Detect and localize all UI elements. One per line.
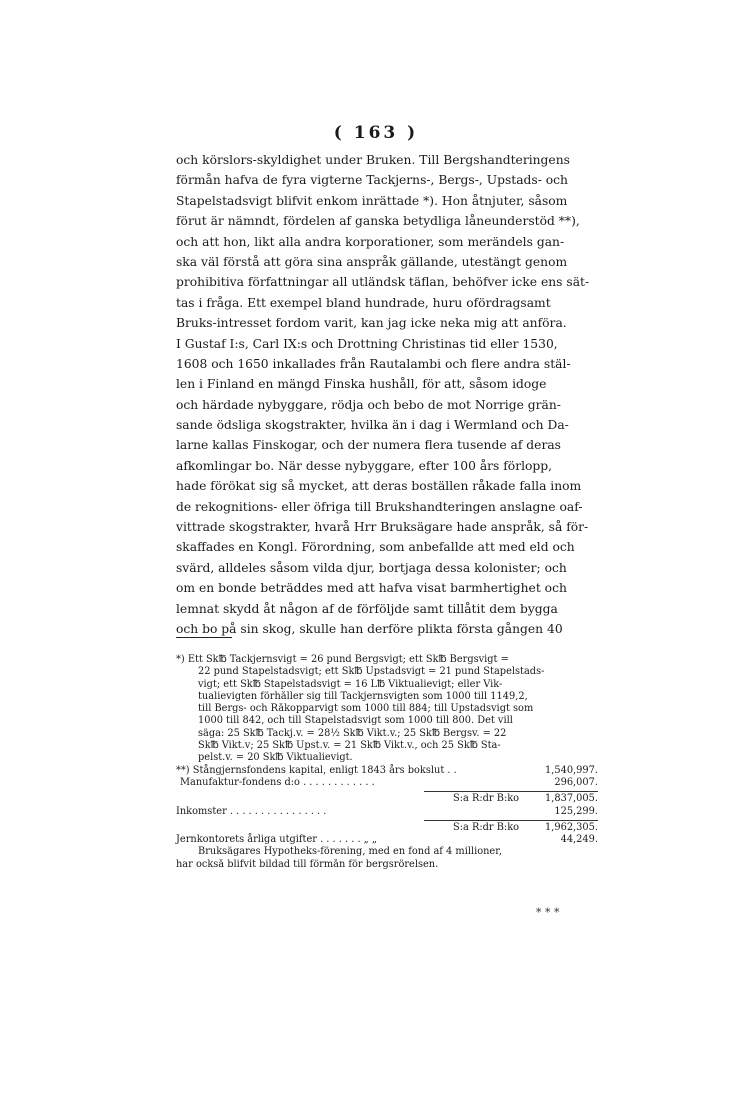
text-line: Bruks-intresset fordom varit, kan jag icke neka mig att anföra.: [176, 316, 567, 331]
footnote-line: vigt; ett Sk℔ Stapelstadsvigt = 16 L℔ Viktualievigt; eller Vik-: [198, 678, 503, 690]
footnote-line: till Bergs- och Råkopparvigt som 1000 till 884; till Upstadsvigt som: [198, 703, 534, 715]
account-amount: 296,007.: [554, 776, 598, 788]
text-line: 1608 och 1650 inkallades från Rautalambi och flere andra stäl-: [176, 356, 571, 371]
footnote-divider: [176, 637, 232, 638]
account-label: Jernkontorets årliga utgifter . . . . . . . „ „: [176, 834, 377, 846]
subtotal-row: [176, 822, 598, 834]
text-line: ska väl förstå att göra sina anspråk gällande, utestängt genom: [176, 254, 568, 269]
account-label: **) Stångjernsfondens kapital, enligt 1843 års bokslut . .: [176, 764, 457, 776]
account-row: [176, 777, 598, 789]
account-row: [176, 765, 598, 777]
text-line: och körslors-skyldighet under Bruken. Till Bergshandteringens: [176, 153, 570, 167]
sum-divider: [424, 820, 598, 821]
text-line: lemnat skydd åt någon af de förföljde samt tillåtit dem bygga: [176, 601, 558, 616]
text-line: vittrade skogstrakter, hvarå Hrr Bruksägare hade anspråk, så för-: [176, 520, 589, 535]
account-row: [176, 806, 598, 818]
text-line: och bo på sin skog, skulle han derföre plikta första gången 40: [176, 621, 563, 636]
text-line: de rekognitions- eller öfriga till Brukshandteringen anslagne oaf-: [176, 499, 583, 514]
text-line: tas i fråga. Ett exempel bland hundrade, huru ofördragsamt: [176, 295, 551, 310]
footnote-line: tualievigten förhåller sig till Tackjernsvigten som 1000 till 1149,2,: [198, 690, 528, 702]
footnote-line: säga: 25 Sk℔ Tackj.v. = 28½ Sk℔ Vikt.v.; 25 Sk℔ Bergsv. = 22: [198, 727, 507, 739]
account-amount: 44,249.: [560, 834, 598, 846]
footnote-line: pelst.v. = 20 Sk℔ Viktualievigt.: [198, 752, 353, 764]
account-row: [176, 834, 598, 846]
text-line: skaffades en Kongl. Förordning, som anbefallde att med eld och: [176, 540, 575, 555]
sum-divider: [424, 791, 598, 792]
text-line: Stapelstadsvigt blifvit enkom inrättade *). Hon åtnjuter, såsom: [176, 193, 568, 208]
footnote-line: *) Ett Sk℔ Tackjernsvigt = 26 pund Bergsvigt; ett Sk℔ Bergsvigt =: [176, 654, 509, 665]
subtotal-row: [176, 793, 598, 805]
text-line: och härdade nybyggare, rödja och bebo de mot Norrige grän-: [176, 397, 561, 412]
footnote-line: Bruksägares Hypotheks-förening, med en fond af 4 millioner,: [198, 846, 502, 858]
footnotes: [176, 654, 598, 871]
text-line: förmån hafva de fyra vigterne Tackjerns-, Bergs-, Upstads- och: [176, 173, 568, 188]
text-line: I Gustaf I:s, Carl IX:s och Drottning Christinas tid eller 1530,: [176, 336, 558, 351]
subtotal-amount: 1,962,305.: [545, 821, 598, 833]
footnote-line: Sk℔ Vikt.v; 25 Sk℔ Upst.v. = 21 Sk℔ Vikt.v., och 25 Sk℔ Sta-: [198, 740, 501, 752]
account-label: Inkomster . . . . . . . . . . . . . . . .: [176, 805, 327, 817]
footnote-line: 22 pund Stapelstadsvigt; ett Sk℔ Upstadsvigt = 21 pund Stapelstads-: [198, 666, 545, 678]
subtotal-label: S:a R:dr B:ko: [453, 793, 520, 805]
signature-mark: * * *: [536, 906, 560, 919]
account-amount: 1,540,997.: [545, 764, 598, 776]
text-line: len i Finland en mängd Finska hushåll, för att, såsom idoge: [176, 377, 547, 392]
main-text: [176, 150, 598, 639]
text-line: förut är nämndt, fördelen af ganska betydliga låneunderstöd **),: [176, 214, 580, 229]
text-line: om en bonde beträddes med att hafva visat barmhertighet och: [176, 581, 567, 596]
text-line: larne kallas Finskogar, och der numera flera tusende af deras: [176, 438, 561, 453]
footnote-line: har också blifvit bildad till förmån för bergsrörelsen.: [176, 858, 439, 870]
text-line: hade förökat sig så mycket, att deras boställen råkade falla inom: [176, 479, 582, 494]
account-amount: 125,299.: [554, 805, 598, 817]
footnote-line: 1000 till 842, och till Stapelstadsvigt som 1000 till 800. Det vill: [198, 715, 513, 727]
account-label: Manufaktur-fondens d:o . . . . . . . . . . . .: [180, 776, 375, 788]
text-line: svärd, alldeles såsom vilda djur, bortjaga dessa kolonister; och: [176, 560, 567, 575]
text-line: prohibitiva författningar all utländsk täflan, behöfver icke ens sät-: [176, 275, 590, 290]
subtotal-label: S:a R:dr B:ko: [453, 821, 520, 833]
subtotal-amount: 1,837,005.: [545, 793, 598, 805]
page-number: ( 163 ): [333, 123, 419, 143]
text-line: sande ödsliga skogstrakter, hvilka än i dag i Wermland och Da-: [176, 418, 569, 433]
text-line: och att hon, likt alla andra korporationer, som merändels gan-: [176, 234, 565, 249]
text-line: afkomlingar bo. När desse nybyggare, efter 100 års förlopp,: [176, 458, 553, 473]
